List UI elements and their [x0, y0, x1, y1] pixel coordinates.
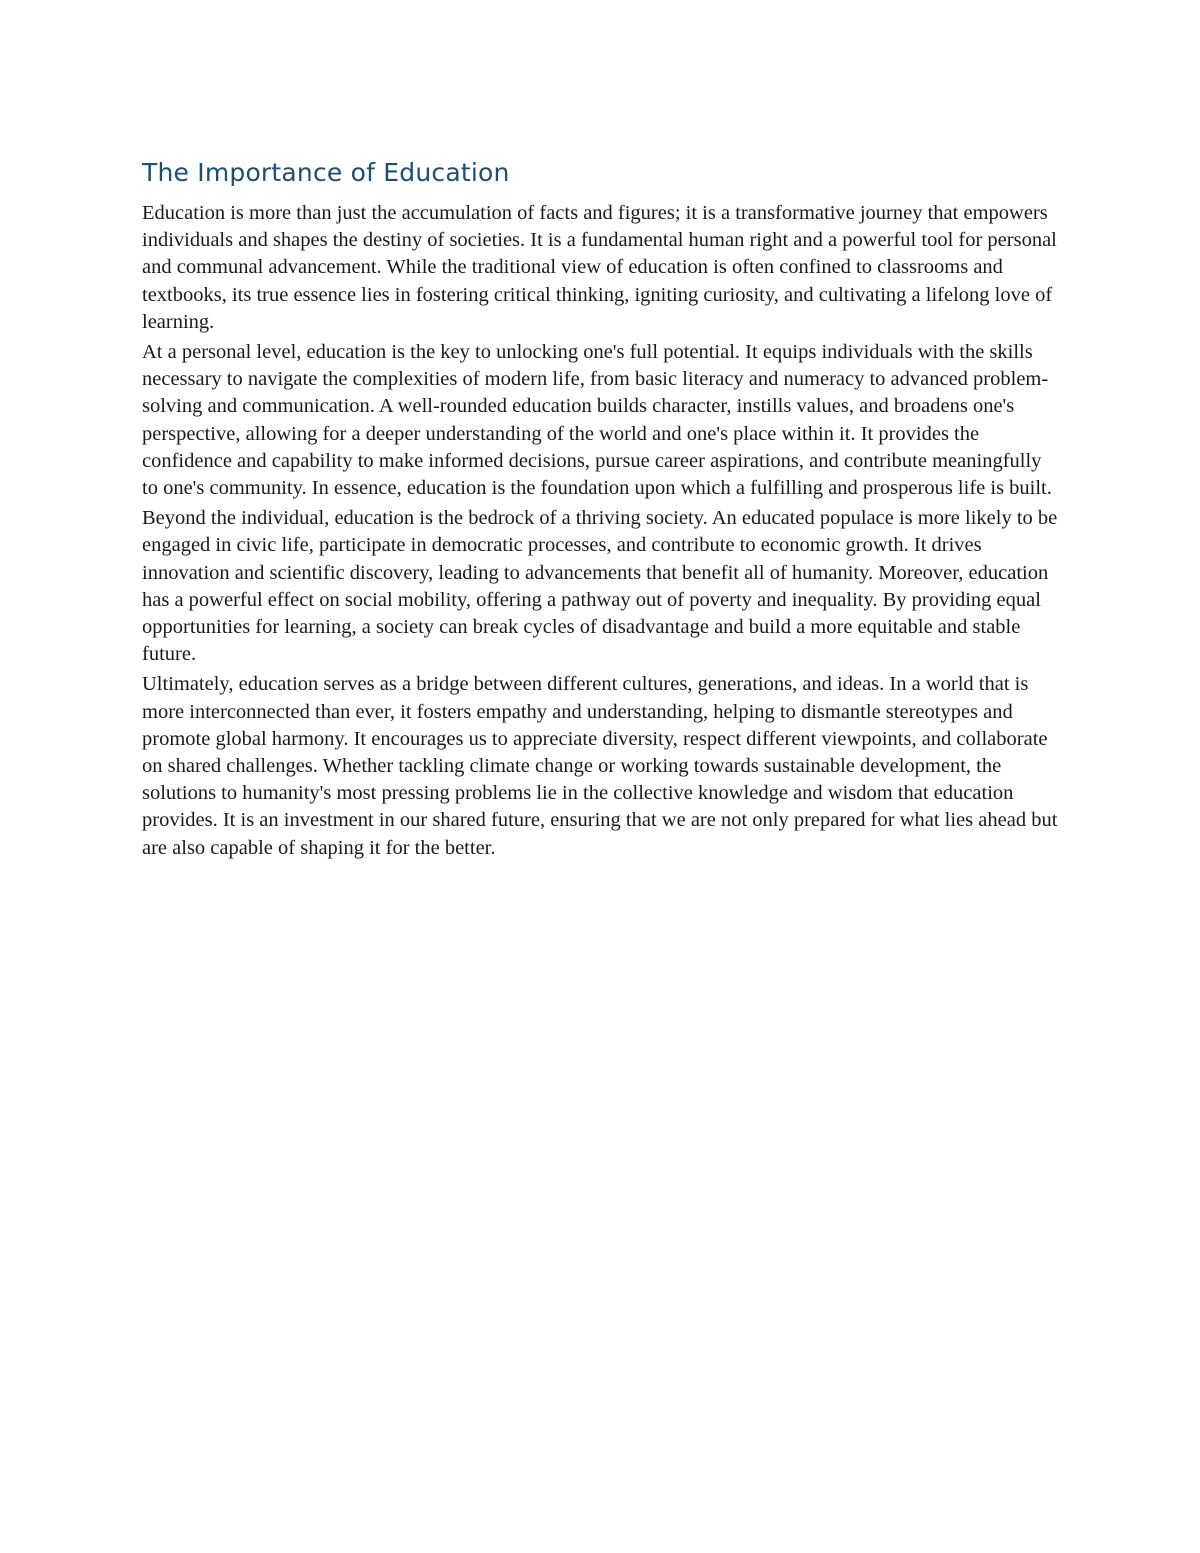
- paragraph-intro: Education is more than just the accumulation of facts and figures; it is a transformative journey that empowers individuals and shapes the destiny of societies. It is a fundamental human right and a powerful tool for personal and communal advancement. While the traditional view of education is often confined to classrooms and textbooks, its true essence lies in fostering critical thinking, igniting curiosity, and cultivating a lifelong love of learning.: [142, 202, 1057, 333]
- document-body: [142, 155, 1062, 865]
- paragraph-personal-level: At a personal level, education is the key to unlocking one's full potential. It equips individuals with the skills necessary to navigate the complexities of modern life, from basic literacy and numeracy to advanced problem-solving and communication. A well-rounded education builds character, instills values, and broadens one's perspective, allowing for a deeper understanding of the world and one's place within it. It provides the confidence and capability to make informed decisions, pursue career aspirations, and contribute meaningfully to one's community. In essence, education is the foundation upon which a fulfilling and prosperous life is built.: [142, 341, 1052, 500]
- document-title: The Importance of Education: [142, 158, 510, 187]
- paragraph-society: Beyond the individual, education is the bedrock of a thriving society. An educated populace is more likely to be engaged in civic life, participate in democratic processes, and contribute to economic growth. It drives innovation and scientific discovery, leading to advancements that benefit all of humanity. Moreover, education has a powerful effect on social mobility, offering a pathway out of poverty and inequality. By providing equal opportunities for learning, a society can break cycles of disadvantage and build a more equitable and stable future.: [142, 507, 1058, 666]
- paragraph-conclusion: Ultimately, education serves as a bridge between different cultures, generations, and ideas. In a world that is more interconnected than ever, it fosters empathy and understanding, helping to dismantle stereotypes and promote global harmony. It encourages us to appreciate diversity, respect different viewpoints, and collaborate on shared challenges. Whether tackling climate change or working towards sustainable development, the solutions to humanity's most pressing problems lie in the collective knowledge and wisdom that education provides. It is an investment in our shared future, ensuring that we are not only prepared for what lies ahead but are also capable of shaping it for the better.: [142, 673, 1058, 859]
